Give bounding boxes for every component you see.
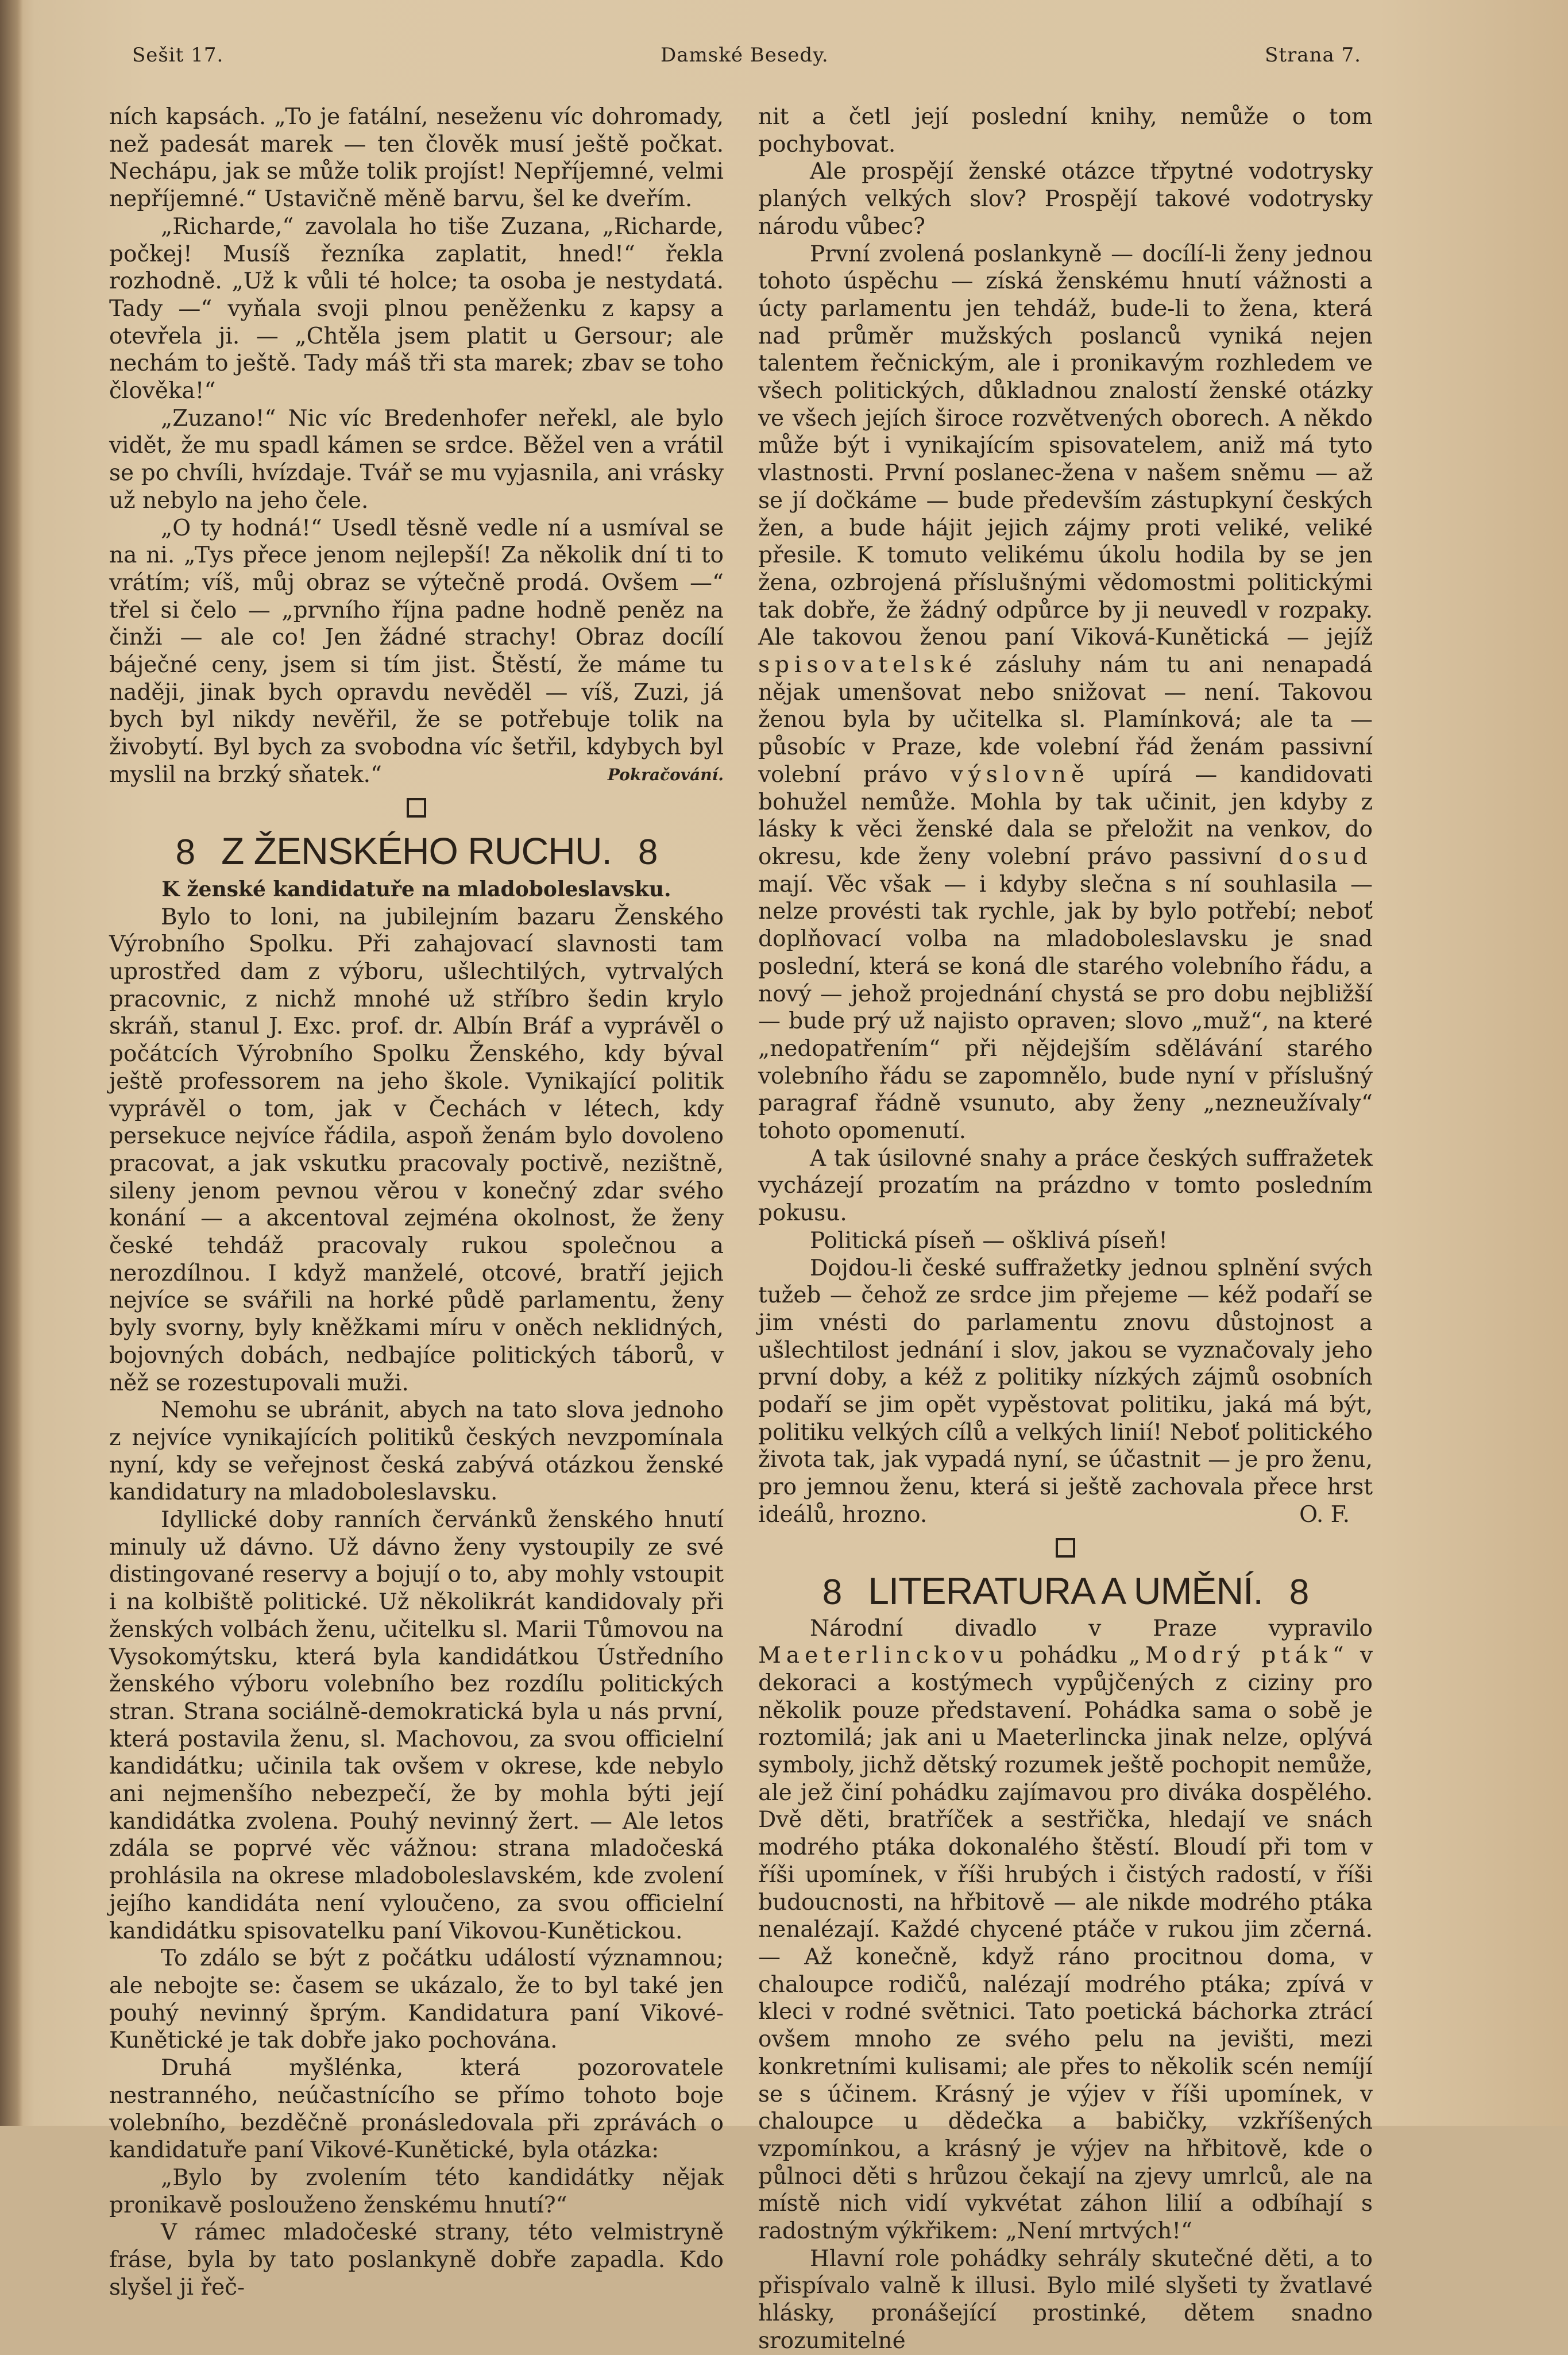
story-paragraph: „Richarde,“ zavolala ho tiše Zuzana, „Richarde, počkej! Musíš řezníka zaplatit, hned!“ řekla rozhodně. „Už k vůli té holce; ta osoba je nestydatá. Tady —“ vyňala svoji plnou peněženku z kapsy a otevřela ji. — „Chtěla jsem platit u Gersour; ale nechám to ještě. Tady máš tři sta marek; zbav se toho člověka!“ xyxy=(109,213,724,404)
text-run: Dojdou-li české suffražetky jednou splnění svých tužeb — čehož ze srdce jim přejeme — kéž podaří se jim vnésti do parlamentu znovu důstojnost a ušlechtilost jednání i slov, jakou se vyznačovaly jeho první doby, a kéž z politiky nízkých zájmů osobních podaří se jim opět vypěstovat politiku, jaká má být, politiku velkých cílů a velkých linií! Neboť politického života tak, jak vypadá nyní, se účastnit — je pro ženu, pro jemnou ženu, která si ještě zachovala přece hrst ideálů, hrozno. xyxy=(758,1255,1373,1528)
article-paragraph xyxy=(758,1615,1373,2245)
binding-spine xyxy=(0,0,23,2126)
section-title-text: Z ŽENSKÉHO RUCHU. xyxy=(221,829,612,872)
spaced-emphasis: výslovně xyxy=(950,761,1090,788)
article-paragraph xyxy=(758,1255,1373,1529)
square-ornament-icon xyxy=(1056,1538,1075,1558)
text-run: v dekoraci a kostýmech vypůjčených z ciziny pro několik pouze představení. Pohádka sama o sobě je roztomilá; jak ani u Maeterlincka jinak nelze, oplývá symboly, jichž dětský rozumek ještě pochopit nemůže, ale jež činí pohádku zajímavou pro diváka dospělého. Dvě děti, bratříček a sestřička, hledají ve snách modrého ptáka dokonalého štěstí. Bloudí při tom v říši upomínek, v říši hrubých i čistých radostí, v říši budoucnosti, na hřbitově — ale nikde modrého ptáka nenalézají. Každé chycené ptáče v rukou jim zčerná. — Až konečně, když ráno procitnou doma, v chaloupce rodičů, nalézají modrého ptáka; zpívá v kleci v rodné světnici. Tato poetická báchorka ztrácí ovšem mnoho ze svého pelu na jevišti, mezi konkretními kulisami; ale přes to několik scén nemíjí se s účinem. Krásný je výjev v říši upomínek, v chaloupce u dědečka a babičky, vzkříšených vzpomínkou, a krásný je výjev na hřbitově, kde o půlnoci děti s hrůzou čekají na zjevy umrlců, ale na místě nich vidí vykvétat záhon lilií a odbíhají s radostným výkřikem: „Není mrtvých!“ xyxy=(758,1643,1373,2245)
article-paragraph xyxy=(758,241,1373,1145)
article-paragraph: V rámec mladočeské strany, této velmistryně fráse, byla by tato poslankyně dobře zapadla. Kdo slyšel ji řeč- xyxy=(109,2219,724,2300)
section-separator xyxy=(109,789,724,824)
publication-title: Damské Besedy. xyxy=(661,44,829,67)
article-paragraph: Politická píseň — ošklivá píseň! xyxy=(810,1227,1168,1254)
ornament-icon: 8 xyxy=(175,832,195,872)
article-subtitle: K ženské kandidatuře na mladoboleslavsku. xyxy=(161,877,671,901)
running-header xyxy=(132,44,1361,72)
square-ornament-icon xyxy=(407,798,426,818)
text-run: pohádku xyxy=(1019,1643,1118,1669)
section-title-text: LITERATURA A UMĚNÍ. xyxy=(868,1569,1263,1612)
article-paragraph: Nemohu se ubránit, abych na tato slova jednoho z nejvíce vynikajících politiků českých nevzpomínala nyní, kdy se veřejnost česká zabývá otázkou ženské kandidatury na mladoboleslavsku. xyxy=(109,1397,724,1506)
section-title-literatura xyxy=(758,1567,1373,1615)
spaced-emphasis: spisovatelské xyxy=(758,652,978,679)
right-column xyxy=(758,103,1373,2355)
text-run: mají. Věc však — i kdyby slečna s ní souhlasila — nelze provésti tak rychle, jak by bylo potřebí; neboť doplňovací volba na mladoboleslavsku je snad poslední, která se koná dle starého volebního řádu, a nový — jehož projednání chystá se pro dobu nejbližší — bude prý už najisto opraven; slovo „muž“, na které „nedopatřením“ při nějdejším sdělávání starého volebního řádu se zapomnělo, bude nyní v příslušný paragraf řádně vsunuto, aby ženy „nezneužívaly“ tohoto opomenutí. xyxy=(758,871,1373,1144)
article-paragraph: Idyllické doby ranních červánků ženského hnutí minuly už dávno. Už dávno ženy vystoupily ze své distingované reservy a bojují o to, aby mohly vstoupit i na kolbiště politické. Už několikrát kandidovaly při ženských volbách ženu, učitelku sl. Marii Tůmovou na Vysokomýtsku, která byla kandidátkou Ústředního ženského výboru volebního bez rozdílu politických stran. Strana sociálně-demokratická byla u nás první, která postavila ženu, sl. Machovou, za svou officielní kandidátku; učinila tak ovšem v okrese, kde nebylo ani nejmenšího nebezpečí, že by mohla býti její kandidátka zvolena. Pouhý nevinný žert. — Ale letos zdála se poprvé věc vážnou: strana mladočeská prohlásila na okrese mladoboleslavském, kde zvolení jejího kandidáta není vyloučeno, za svou officielní kandidátku spisovatelku paní Vikovou-Kunětickou. xyxy=(109,1507,724,1944)
left-column xyxy=(109,103,724,2301)
text-run: zásluhy nám tu ani nenapadá nějak umenšovat nebo snižovat — není. Takovou ženou byla by učitelka sl. Plamínková; ale ta — působíc v Praze, kde volební řád ženám passivní volební právo xyxy=(758,652,1373,788)
article-paragraph: Druhá myšlénka, která pozorovatele nestranného, neúčastnícího se přímo tohoto boje volebního, bezděčně pronásledovala při zprávách o kandidatuře paní Vikové-Kunětické, byla otázka: xyxy=(109,2055,724,2164)
story-paragraph: „Zuzano!“ Nic víc Bredenhofer neřekl, ale bylo vidět, že mu spadl kámen se srdce. Běžel ven a vrátil se po chvíli, hvízdaje. Tvář se mu vyjasnila, ani vrásky už nebylo na jeho čele. xyxy=(109,405,724,514)
ornament-icon: 8 xyxy=(822,1572,842,1612)
text-run: První zvolená poslankyně — docílí-li ženy jednou tohoto úspěchu — získá ženskému hnutí vážnosti a úcty parlamentu jen tehdáž, bude-li to žena, která nad průměr mužských poslanců vyniká nejen talentem řečnickým, ale i pronikavým rozhledem ve všech politických, důkladnou znalostí ženské otázky ve všech jejích široce rozvětvených oborech. A někdo může být i vynikajícím spisovatelem, aniž má tyto vlastnosti. První poslanec-žena v našem sněmu — až se jí dočkáme — bude především zástupkyní českých žen, a bude hájit jejich zájmy proti veliké, veliké přesile. K tomuto velikému úkolu hodila by se jen žena, ozbrojená příslušnými vědomostmi politickými tak dobře, že žádný odpůrce by ji neuvedl v rozpaky. Ale takovou ženou paní Viková-Kunětická — jejíž xyxy=(758,241,1373,651)
issue-number: Sešit 17. xyxy=(132,44,224,67)
article-paragraph: „Bylo by zvolením této kandidátky nějak pronikavě poslouženo ženskému hnutí?“ xyxy=(109,2164,724,2218)
story-paragraph xyxy=(109,515,724,789)
story-paragraph-text: „O ty hodná!“ Usedl těsně vedle ní a usmíval se na ni. „Tys přece jenom nejlepší! Za několik dní ti to vrátím; víš, můj obraz se výtečně prodá. Ovšem —“ třel si čelo — „prvního října padne hodně peněz na činži — ale co! Jen žádné strachy! Obraz docílí báječné ceny, jsem si tím jist. Štěstí, že máme tu naději, jinak bych opravdu nevěděl — víš, Zuzi, já bych byl nikdy nevěřil, že se potřebuje tolik na živobytí. Byl bych za svobodna víc šetřil, kdybych byl myslil na brzký sňatek.“ xyxy=(109,515,724,788)
section-separator xyxy=(758,1529,1373,1564)
author-signature: O. F. xyxy=(1299,1501,1350,1528)
article-paragraph: A tak úsilovné snahy a práce českých suffražetek vycházejí prozatím na prázdno v tomto posledním pokusu. xyxy=(758,1145,1373,1227)
spaced-emphasis: „Modrý pták“ xyxy=(1128,1643,1349,1669)
text-run: Národní divadlo v Praze vypravilo xyxy=(810,1615,1373,1641)
article-paragraph: To zdálo se být z počátku událostí významnou; ale nebojte se: časem se ukázalo, že to byl také jen pouhý nevinný šprým. Kandidatura paní Vikové-Kunětické je tak dobře jako pochována. xyxy=(109,1945,724,2054)
article-paragraph: Ale prospějí ženské otázce třpytné vodotrysky planých velkých slov? Prospějí takové vodotrysky národu vůbec? xyxy=(758,159,1373,240)
article-paragraph: Bylo to loni, na jubilejním bazaru Ženského Výrobního Spolku. Při zahajovací slavnosti tam uprostřed dam z výboru, ušlechtilých, vytrvalých pracovnic, z nichž mnohé už stříbro šedin krylo skráň, stanul J. Exc. prof. dr. Albín Bráf a vyprávěl o počátcích Výrobního Spolku Ženského, kdy býval ještě professorem na jeho škole. Vynikající politik vyprávěl o tom, jak v Čechách v létech, kdy persekuce nejvíce řádila, aspoň ženám bylo dovoleno pracovat, a jak vskutku pracovaly poctivě, nezištně, sileny jenom pevnou věrou v konečný zdar svého konání — a akcentoval zejména okolnost, že ženy české tehdáž pracovaly rukou společnou a nerozdílnou. I když manželé, otcové, bratří jejich nejvíce se svářili na horké půdě parlamentu, ženy byly svorny, byly kněžkami míru v oněch neklidných, bojovných dobách, nedbajíce politických táborů, v něž se rozestupovali muži. xyxy=(109,904,724,1396)
page-number: Strana 7. xyxy=(1265,44,1361,67)
spaced-emphasis: Maeterlinckovu xyxy=(758,1643,1009,1669)
text-run: upírá — kandidovati bohužel nemůže. Mohla by tak učinit, jen kdyby z lásky k věci ženské dala se přeložit na venkov, do okresu, kde ženy volební právo passivní xyxy=(758,761,1373,870)
article-paragraph: Hlavní role pohádky sehrály skutečné děti, a to přispívalo valně k illusi. Bylo milé slyšeti ty žvatlavé hlásky, pronášející prostinké, dětem snadno srozumitelné xyxy=(758,2245,1373,2354)
story-paragraph: ních kapsách. „To je fatální, neseženu víc dohromady, než padesát marek — ten člověk musí ještě počkat. Nechápu, jak se může tolik projíst! Nepříjemné, velmi nepříjemné.“ Ustavičně měně barvu, šel ke dveřím. xyxy=(109,104,724,213)
continued-note: Pokračování. xyxy=(607,765,724,784)
spaced-emphasis: dosud xyxy=(1279,843,1373,870)
article-paragraph: nit a četl její poslední knihy, nemůže o tom pochybovat. xyxy=(758,104,1373,157)
section-title-zensky-ruch xyxy=(109,827,724,875)
ornament-icon: 8 xyxy=(638,832,658,872)
ornament-icon: 8 xyxy=(1289,1572,1309,1612)
